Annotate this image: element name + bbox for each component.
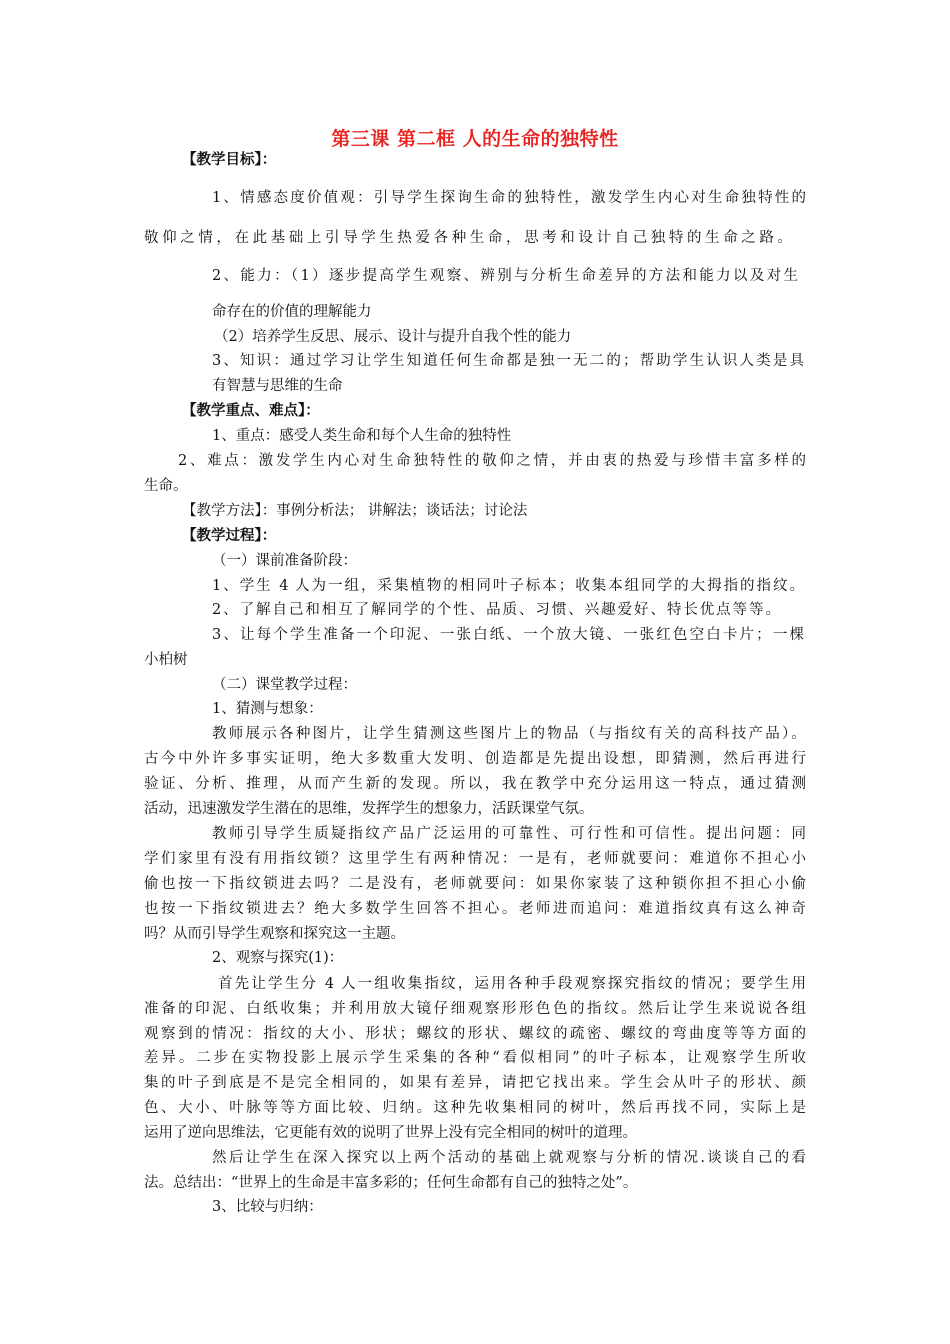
paragraph-line: 色、大小、叶脉等等方面比较、归纳。这种先收集相同的树叶，然后再找不同，实际上是 — [144, 1100, 806, 1116]
paragraph-line: 教师展示各种图片，让学生猜测这些图片上的物品（与指纹有关的高科技产品）。 — [212, 726, 806, 742]
paragraph-line: 有智慧与思维的生命 — [212, 378, 343, 394]
section-heading-objectives: 【教学目标】： — [182, 151, 277, 168]
paragraph-line: 活动，迅速激发学生潜在的思维，发挥学生的想象力，活跃课堂气氛。 — [144, 801, 594, 817]
paragraph-line: 首先让学生分 4 人一组收集指纹，运用各种手段观察探究指纹的情况；要学生用 — [218, 976, 806, 992]
paragraph-line: 2、难点：激发学生内心对生命独特性的敬仰之情，并由衷的热爱与珍惜丰富多样的 — [178, 453, 806, 469]
paragraph-line: 验证、分析、推理，从而产生新的发现。所以，我在教学中充分运用这一特点，通过猜测 — [144, 776, 806, 792]
paragraph-line: （一）课前准备阶段： — [212, 553, 357, 569]
paragraph-line: 吗？从而引导学生观察和探究这一主题。 — [144, 926, 405, 942]
paragraph-line: 3、比较与归纳： — [212, 1199, 323, 1215]
section-heading-methods: 【教学方法】：事例分析法； 讲解法；谈话法；讨论法 — [182, 503, 528, 519]
paragraph-line: 1、情感态度价值观：引导学生探询生命的独特性，激发学生内心对生命独特性的 — [212, 190, 806, 206]
paragraph-line: 1、学生 4 人为一组，采集植物的相同叶子标本；收集本组同学的大拇指的指纹。 — [212, 578, 804, 594]
paragraph-line: 运用了逆向思维法，它更能有效的说明了世界上没有完全相同的树叶的道理。 — [144, 1125, 637, 1141]
paragraph-line: 观察到的情况：指纹的大小、形状；螺纹的形状、螺纹的疏密、螺纹的弯曲度等等方面的 — [144, 1026, 806, 1042]
section-heading-process: 【教学过程】： — [182, 527, 277, 544]
paragraph-line: 小柏树 — [144, 652, 188, 668]
paragraph-line: 1、猜测与想象： — [212, 701, 323, 717]
paragraph-line: 准备的印泥、白纸收集；并利用放大镜仔细观察形形色色的指纹。然后让学生来说说各组 — [144, 1001, 806, 1017]
paragraph-line: （2）培养学生反思、展示、设计与提升自我个性的能力 — [214, 329, 572, 345]
paragraph-line: 敬仰之情，在此基础上引导学生热爱各种生命，思考和设计自己独特的生命之路。 — [144, 230, 792, 246]
paragraph-line: 2、了解自己和相互了解同学的个性、品质、习惯、兴趣爱好、特长优点等等。 — [212, 602, 780, 618]
paragraph-line: 偷也按一下指纹锁进去吗？二是没有，老师就要问：如果你家装了这种锁你担不担心小偷 — [144, 876, 806, 892]
paragraph-line: 教师引导学生质疑指纹产品广泛运用的可靠性、可行性和可信性。提出问题：同 — [212, 826, 806, 842]
paragraph-line: 然后让学生在深入探究以上两个活动的基础上就观察与分析的情况.谈谈自己的看 — [212, 1150, 806, 1166]
paragraph-line: 法。总结出：“世界上的生命是丰富多彩的；任何生命都有自己的独特之处”。 — [144, 1175, 638, 1191]
section-heading-key-points: 【教学重点、难点】： — [182, 402, 320, 419]
paragraph-line: 集的叶子到底是不是完全相同的，如果有差异，请把它找出来。学生会从叶子的形状、颜 — [144, 1075, 806, 1091]
paragraph-line: 古今中外许多事实证明，绝大多数重大发明、创造都是先提出设想，即猜测，然后再进行 — [144, 751, 806, 767]
paragraph-line: 3、知识：通过学习让学生知道任何生命都是独一无二的；帮助学生认识人类是具 — [212, 353, 804, 369]
paragraph-line: （二）课堂教学过程： — [212, 677, 357, 693]
paragraph-line: 差异。二步在实物投影上展示学生采集的各种“看似相同”的叶子标本，让观察学生所收 — [144, 1050, 806, 1066]
paragraph-line: 2、观察与探究(1)： — [212, 950, 344, 966]
paragraph-line: 生命。 — [144, 478, 188, 494]
paragraph-line: 命存在的价值的理解能力 — [212, 304, 372, 320]
document-title: 第三课 第二框 人的生命的独特性 — [331, 128, 619, 150]
paragraph-line: 学们家里有没有用指纹锁？这里学生有两种情况：一是有，老师就要问：难道你不担心小 — [144, 851, 806, 867]
paragraph-line: 3、让每个学生准备一个印泥、一张白纸、一个放大镜、一张红色空白卡片；一棵 — [212, 627, 804, 643]
paragraph-line: 也按一下指纹锁进去？绝大多数学生回答不担心。老师进而追问：难道指纹真有这么神奇 — [144, 901, 806, 917]
paragraph-line: 1、重点：感受人类生命和每个人生命的独特性 — [212, 428, 512, 444]
paragraph-line: 2、能力：（1）逐步提高学生观察、辨别与分析生命差异的方法和能力以及对生 — [212, 268, 798, 284]
